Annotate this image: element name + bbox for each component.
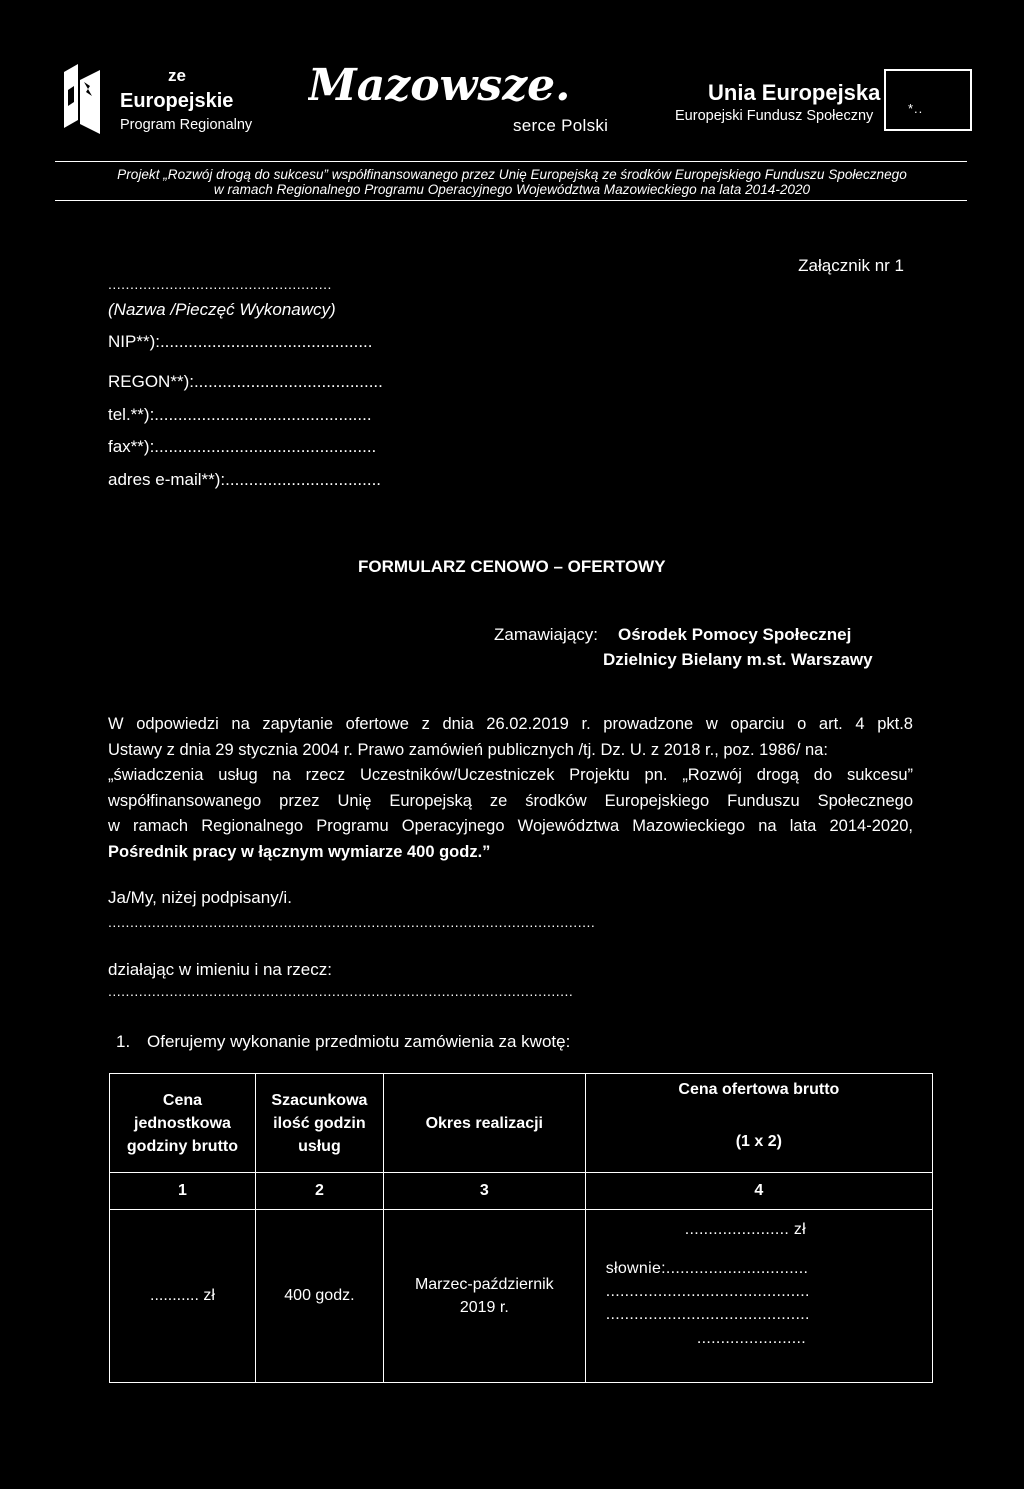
paragraph-line-1: W odpowiedzi na zapytanie ofertowe z dnia 26.02.2019 r. prowadzone w oparciu o art. 4 pkt.8 — [108, 715, 913, 733]
total-cell-content — [586, 1210, 932, 1382]
project-line-2: w ramach Regionalnego Programu Operacyjnego Województwa Mazowieckiego na lata 2014-2020 — [213, 182, 811, 197]
mazowsze-logo — [308, 62, 638, 110]
unit-price-cell[interactable] — [110, 1210, 256, 1383]
ue-subtitle: Europejski Fundusz Społeczny — [675, 108, 874, 124]
fax-field[interactable]: fax**):............................................... — [108, 437, 377, 456]
orderer-name-line-1: Ośrodek Pomocy Społecznej — [618, 625, 852, 644]
header-total-text: Cena ofertowa brutto — [678, 1081, 840, 1098]
nip-field[interactable]: NIP**):............................................. — [108, 332, 373, 351]
fe-title: Europejskie — [120, 90, 234, 112]
item-number: 1. — [116, 1032, 131, 1051]
attachment-label: Załącznik nr 1 — [798, 256, 904, 275]
header-unit-price — [110, 1074, 256, 1173]
price-table — [109, 1073, 933, 1383]
col-number-2: 2 — [255, 1173, 383, 1210]
paragraph-line-2: Ustawy z dnia 29 stycznia 2004 r. Prawo zamówień publicznych /tj. Dz. U. z 2018 r., poz. 1986/ na: — [108, 740, 828, 759]
header-period — [383, 1074, 585, 1173]
unit-price-value[interactable]: ........... zł — [150, 1287, 215, 1304]
period-cell — [383, 1210, 585, 1383]
ue-title: Unia Europejska — [708, 80, 881, 105]
contractor-stamp-label: (Nazwa /Pieczęć Wykonawcy) — [108, 300, 336, 319]
paragraph-line-3: „świadczenia usług na rzecz Uczestników/Uczestniczek Projektu pn. „Rozwój drogą do sukcesu” — [108, 766, 913, 784]
eu-flag-stars: *.. — [908, 101, 924, 116]
regon-field[interactable]: REGON**):........................................ — [108, 372, 383, 391]
table-header-row — [110, 1074, 933, 1173]
header-period-text: Okres realizacji — [425, 1114, 543, 1132]
paragraph-line-4: współfinansowanego przez Unię Europejską ze środków Europejskiego Funduszu Społecznego — [108, 791, 913, 810]
mazowsze-subtitle: serce Polski — [513, 116, 609, 135]
total-words-line-4[interactable]: ....................... — [696, 1330, 806, 1347]
fundusze-europejskie-logo-icon — [62, 62, 102, 136]
total-words-line-2[interactable]: ........................................... — [605, 1283, 810, 1300]
offer-paragraph — [108, 712, 913, 865]
total-words-field[interactable]: słownie:.............................. — [605, 1260, 809, 1277]
header-unit-price-text: Cena jednostkowa godziny brutto — [126, 1091, 238, 1155]
paragraph-line-5: w ramach Regionalnego Programu Operacyjnego Województwa Mazowieckiego na lata 2014-2020, — [108, 817, 913, 835]
contractor-name-field[interactable]: ................................................... — [108, 276, 332, 292]
service-name: Pośrednik pracy w łącznym wymiarze 400 godz.” — [108, 842, 491, 861]
header-total — [585, 1074, 932, 1173]
period-value: Marzec-październik 2019 r. — [414, 1276, 554, 1316]
total-words-line-3[interactable]: ........................................... — [605, 1306, 810, 1323]
phone-field[interactable]: tel.**):.............................................. — [108, 405, 372, 424]
orderer-label: Zamawiający: — [494, 625, 598, 644]
represented-entity-field[interactable]: .......................................................................................................... — [108, 983, 574, 999]
col-number-1: 1 — [110, 1173, 256, 1210]
orderer-name-line-2: Dzielnicy Bielany m.st. Warszawy — [603, 650, 873, 669]
fe-top-text: ze — [168, 66, 186, 85]
header-hours — [255, 1074, 383, 1173]
hours-value: 400 godz. — [284, 1287, 355, 1304]
col-number-3: 3 — [383, 1173, 585, 1210]
project-line-1: Projekt „Rozwój drogą do sukcesu” współfinansowanego przez Unię Europejską ze środków Europejskiego Funduszu Społecznego — [117, 167, 907, 182]
mazowsze-logo-text: Mazowsze. — [308, 62, 571, 110]
header-total-formula: (1 x 2) — [735, 1133, 782, 1150]
header-divider-top — [55, 161, 967, 162]
header-divider-bottom — [55, 200, 967, 201]
eu-flag-icon — [884, 69, 972, 131]
hours-cell — [255, 1210, 383, 1383]
email-field[interactable]: adres e-mail**):................................. — [108, 470, 382, 489]
header-hours-text: Szacunkowa ilość godzin usług — [271, 1091, 368, 1155]
total-cell[interactable] — [585, 1210, 932, 1383]
total-amount-field[interactable]: ...................... zł — [684, 1221, 806, 1238]
we-signed-label: Ja/My, niżej podpisany/i. — [108, 888, 292, 907]
item-text: Oferujemy wykonanie przedmiotu zamówienia za kwotę: — [147, 1032, 571, 1051]
paragraph-line-6 — [108, 840, 913, 866]
table-row — [110, 1210, 933, 1383]
form-title: FORMULARZ CENOWO – OFERTOWY — [358, 557, 666, 576]
acting-on-behalf-label: działając w imieniu i na rzecz: — [108, 960, 332, 979]
table-number-row — [110, 1173, 933, 1210]
header-total-wrapper — [586, 1074, 932, 1172]
col-number-4: 4 — [585, 1173, 932, 1210]
fe-subtitle: Program Regionalny — [120, 117, 253, 133]
signatory-names-field[interactable]: ............................................................................................................... — [108, 914, 596, 930]
